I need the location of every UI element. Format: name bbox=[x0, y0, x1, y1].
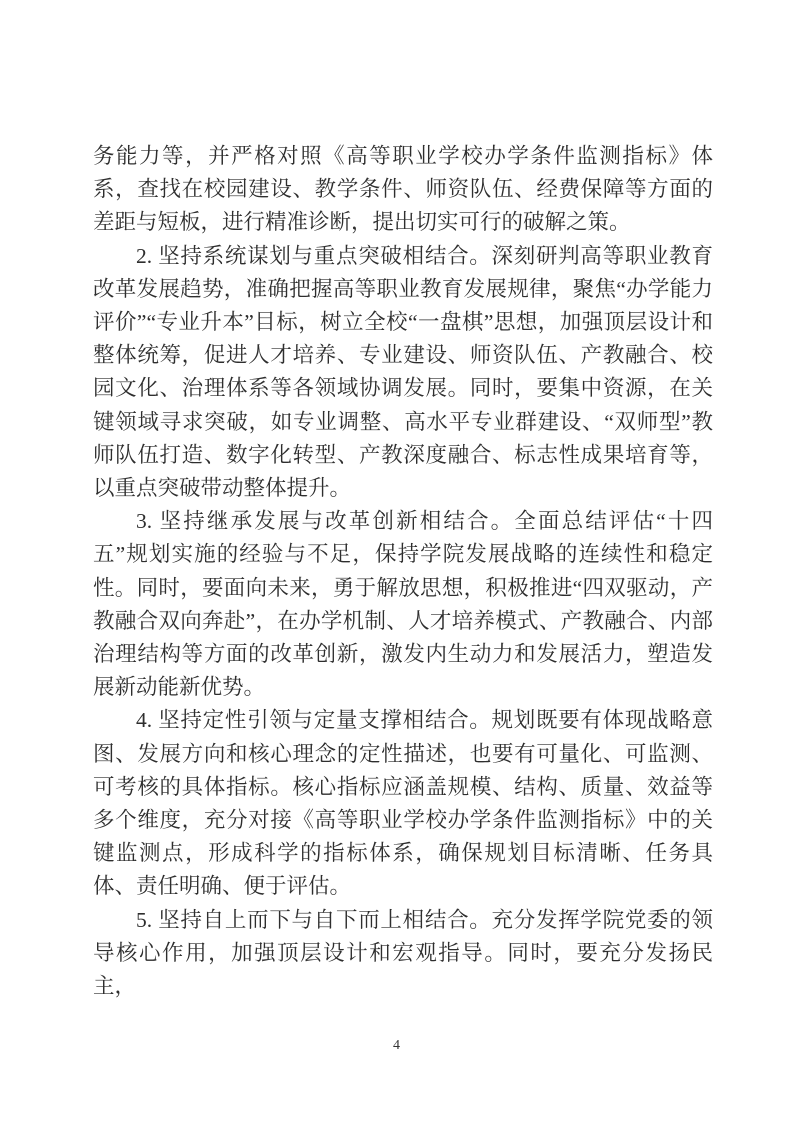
page-number: 4 bbox=[393, 1038, 400, 1053]
paragraph: 4. 坚持定性引领与定量支撑相结合。规划既要有体现战略意图、发展方向和核心理念的定性描述，也要有可量化、可监测、可考核的具体指标。核心指标应涵盖规模、结构、质量、效益等多个维度，充分对接《高等职业学校办学条件监测指标》中的关键监测点，形成科学的指标体系，确保规划目标清晰、任务具体、责任明确、便于评估。 bbox=[93, 708, 713, 899]
paragraph: 5. 坚持自上而下与自下而上相结合。充分发挥学院党委的领导核心作用，加强顶层设计和宏观指导。同时，要充分发扬民主， bbox=[93, 907, 713, 999]
paragraph: 务能力等，并严格对照《高等职业学校办学条件监测指标》体系，查找在校园建设、教学条件、师资队伍、经费保障等方面的差距与短板，进行精准诊断，提出切实可行的破解之策。 bbox=[93, 144, 713, 235]
paragraph: 3. 坚持继承发展与改革创新相结合。全面总结评估“十四五”规划实施的经验与不足，保持学院发展战略的连续性和稳定性。同时，要面向未来，勇于解放思想，积极推进“四双驱动，产教融合双向奔赴”，在办学机制、人才培养模式、产教融合、内部治理结构等方面的改革创新，激发内生动力和发展活力，塑造发展新动能新优势。 bbox=[93, 509, 713, 700]
paragraph: 2. 坚持系统谋划与重点突破相结合。深刻研判高等职业教育改革发展趋势，准确把握高等职业教育发展规律，聚焦“办学能力评价”“专业升本”目标，树立全校“一盘棋”思想，加强顶层设计和整体统筹，促进人才培养、专业建设、师资队伍、产教融合、校园文化、治理体系等各领域协调发展。同时，要集中资源，在关键领域寻求突破，如专业调整、高水平专业群建设、“双师型”教师队伍打造、数字化转型、产教深度融合、标志性成果培育等，以重点突破带动整体提升。 bbox=[93, 243, 713, 501]
document-body bbox=[93, 140, 713, 1003]
